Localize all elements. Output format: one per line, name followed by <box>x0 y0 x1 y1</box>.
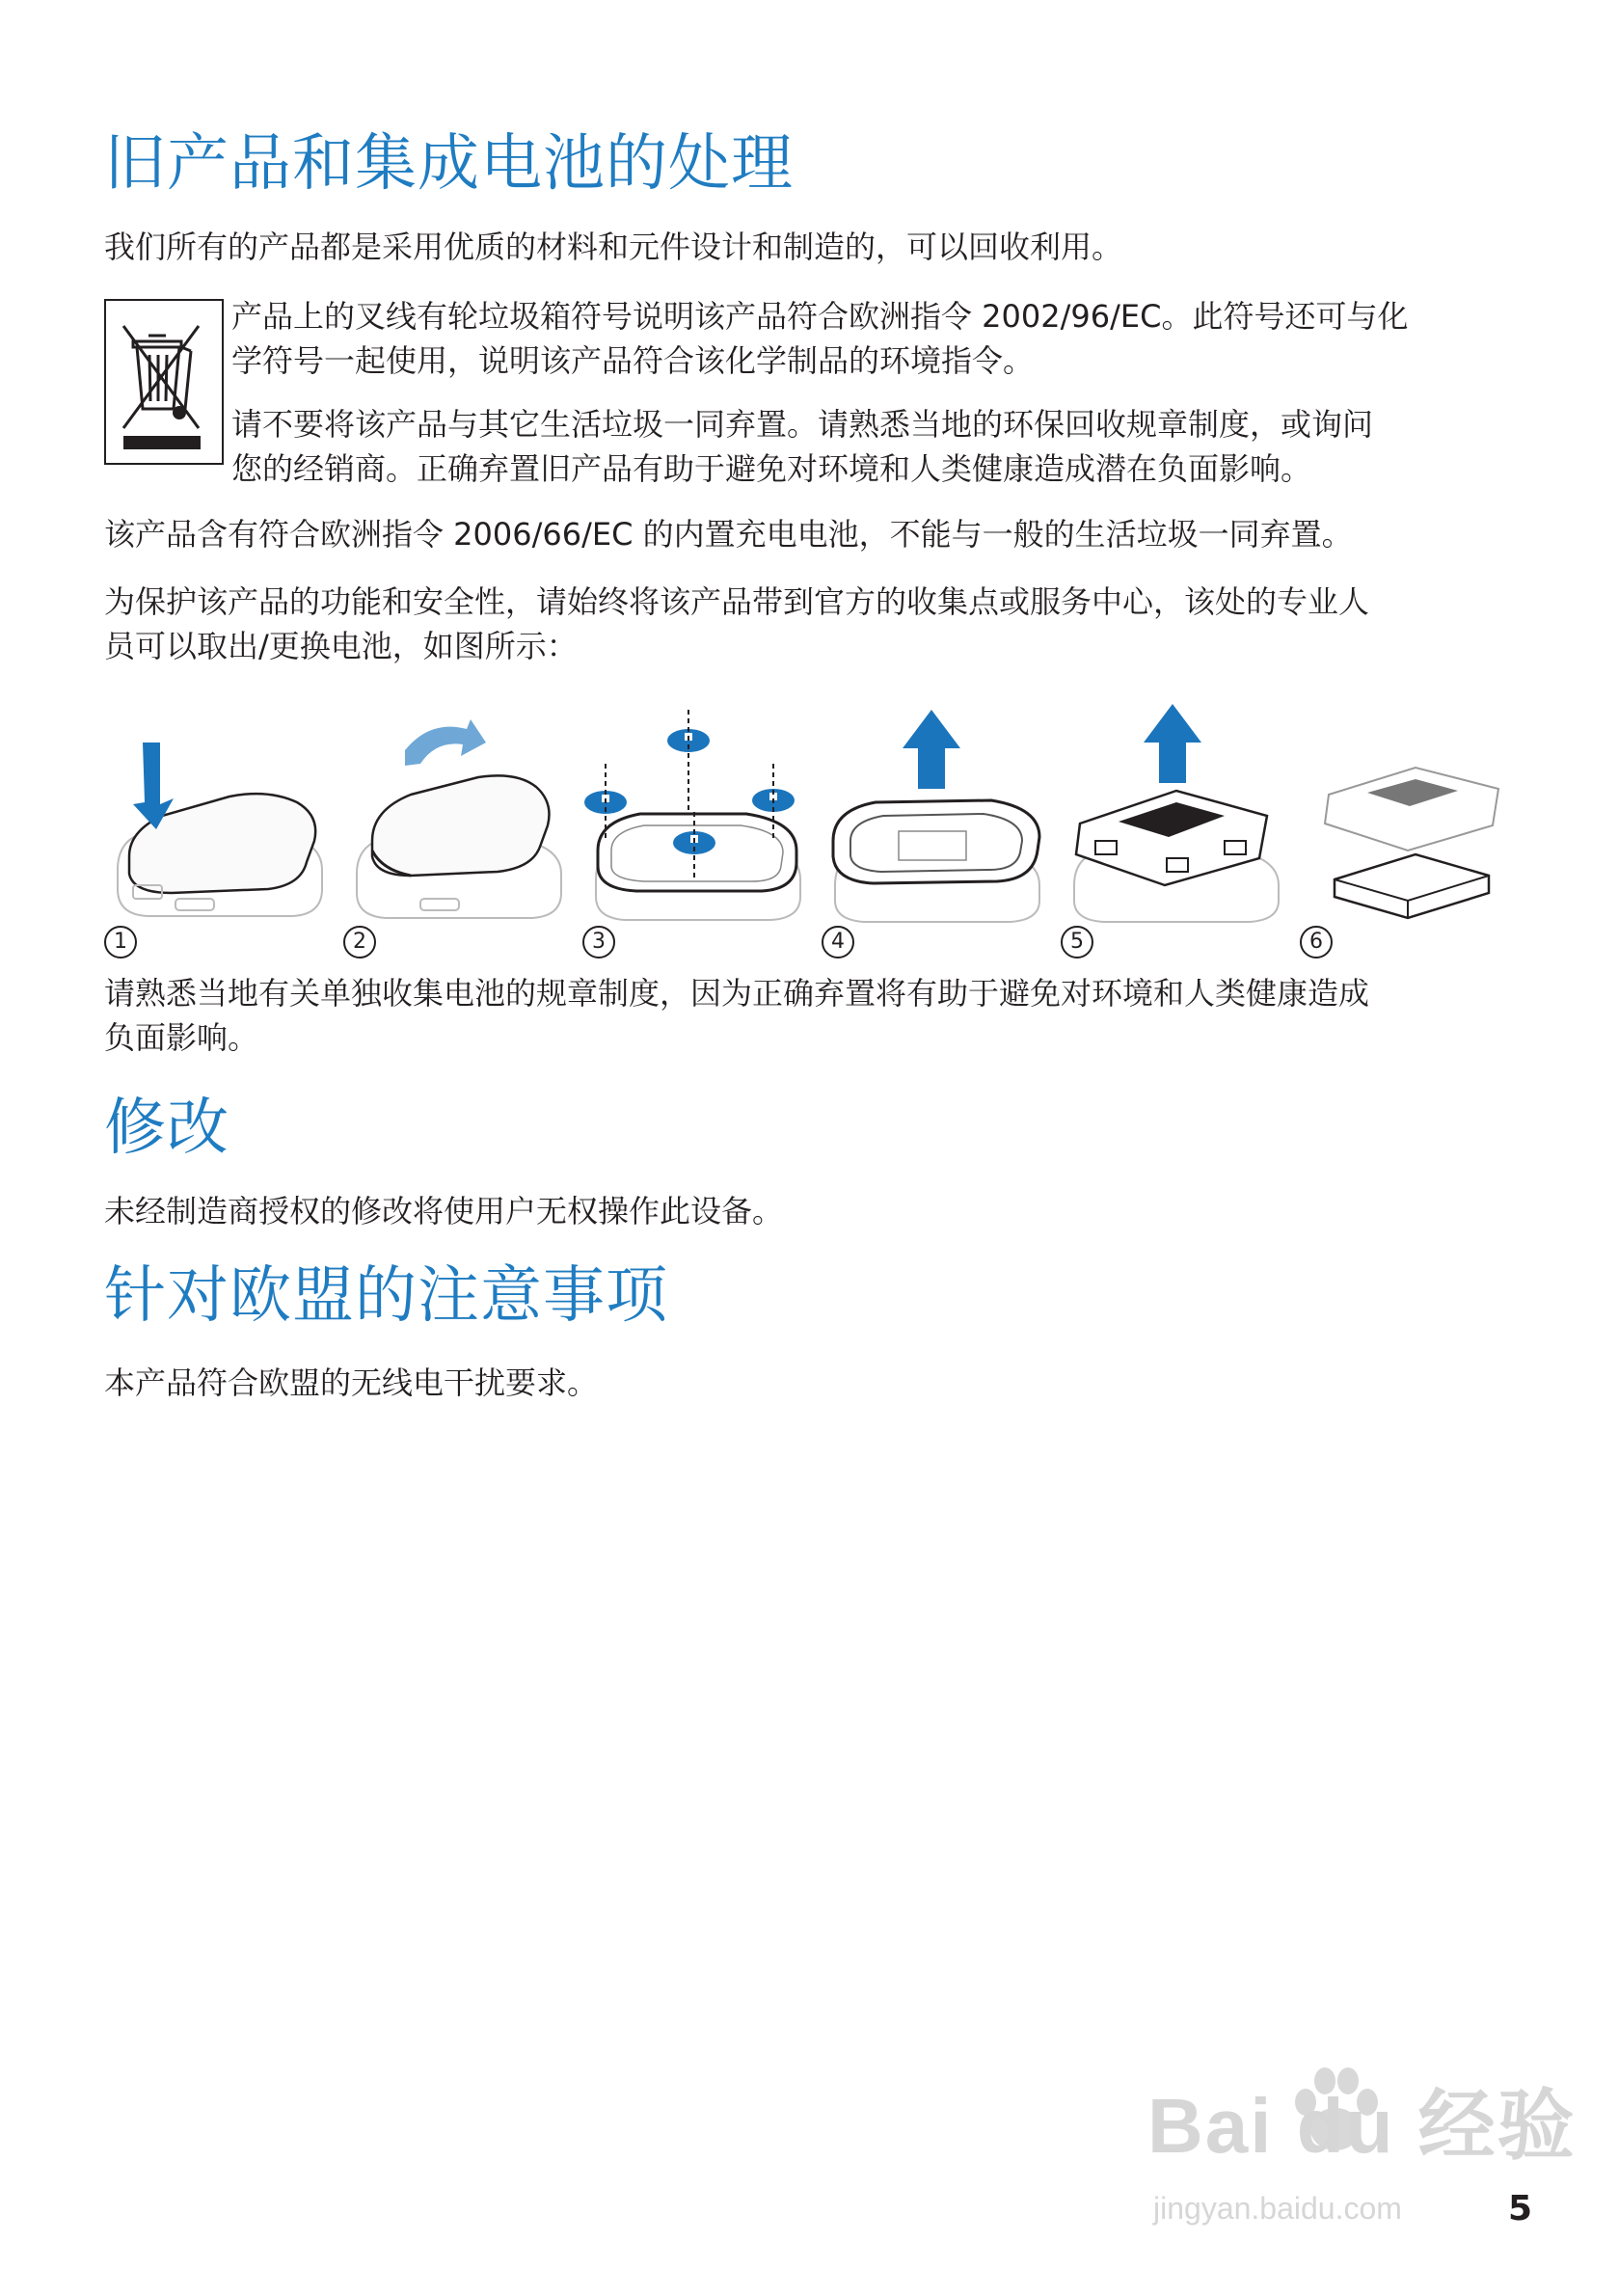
step-number: 4 <box>822 926 854 959</box>
protect-text-line2: 员可以取出/更换电池，如图所示： <box>104 628 578 664</box>
step-number: 1 <box>104 926 137 959</box>
step-2 <box>343 696 571 959</box>
step-6 <box>1300 696 1527 959</box>
battery-text: 该产品含有符合欧洲指令 2006/66/EC 的内置充电电池，不能与一般的生活垃圾一同弃置。 <box>104 516 1353 553</box>
step-1 <box>104 696 332 959</box>
heading-modifications: 修改 <box>104 1093 229 1164</box>
collect-text-line1: 请熟悉当地有关单独收集电池的规章制度，因为正确弃置将有助于避免对环境和人类健康造成 <box>104 975 1370 1012</box>
battery-removed-icon <box>1300 696 1527 928</box>
frame-lift-icon <box>822 696 1049 928</box>
lid-removed-icon <box>343 696 571 928</box>
symbol-text-line2: 学符号一起使用，说明该产品符合该化学制品的环境指令。 <box>231 342 1035 379</box>
board-lift-icon <box>1061 696 1288 928</box>
heading-disposal: 旧产品和集成电池的处理 <box>104 128 794 200</box>
protect-text-line1: 为保护该产品的功能和安全性，请始终将该产品带到官方的收集点或服务中心，该处的专业人 <box>104 583 1370 620</box>
page-number: 5 <box>1508 2189 1533 2228</box>
step-number: 6 <box>1300 926 1333 959</box>
watermark-brand: Bai du 经验 <box>1147 2083 1577 2169</box>
symbol-text-line1: 产品上的叉线有轮垃圾箱符号说明该产品符合欧洲指令 2002/96/EC。此符号还可与化 <box>231 298 1409 335</box>
eu-notice-text: 本产品符合欧盟的无线电干扰要求。 <box>104 1364 599 1401</box>
intro-text: 我们所有的产品都是采用优质的材料和元件设计和制造的，可以回收利用。 <box>104 229 1123 265</box>
collect-text-line2: 负面影响。 <box>104 1019 259 1056</box>
step-number: 2 <box>343 926 376 959</box>
watermark-url: jingyan.baidu.com <box>1153 2191 1402 2226</box>
battery-removal-figure <box>104 696 1512 959</box>
screws-removed-icon <box>582 696 810 928</box>
dispose-text-line2: 您的经销商。正确弃置旧产品有助于避免对环境和人类健康造成潜在负面影响。 <box>231 450 1312 487</box>
step-number: 3 <box>582 926 615 959</box>
dispose-text-line1: 请不要将该产品与其它生活垃圾一同弃置。请熟悉当地的环保回收规章制度，或询问 <box>231 406 1374 443</box>
device-closed-icon <box>104 696 332 928</box>
crossed-bin-icon <box>104 299 224 465</box>
heading-eu-notice: 针对欧盟的注意事项 <box>104 1260 668 1332</box>
step-4 <box>822 696 1049 959</box>
step-5 <box>1061 696 1288 959</box>
step-3 <box>582 696 810 959</box>
step-number: 5 <box>1061 926 1093 959</box>
modifications-text: 未经制造商授权的修改将使用户无权操作此设备。 <box>104 1193 784 1229</box>
